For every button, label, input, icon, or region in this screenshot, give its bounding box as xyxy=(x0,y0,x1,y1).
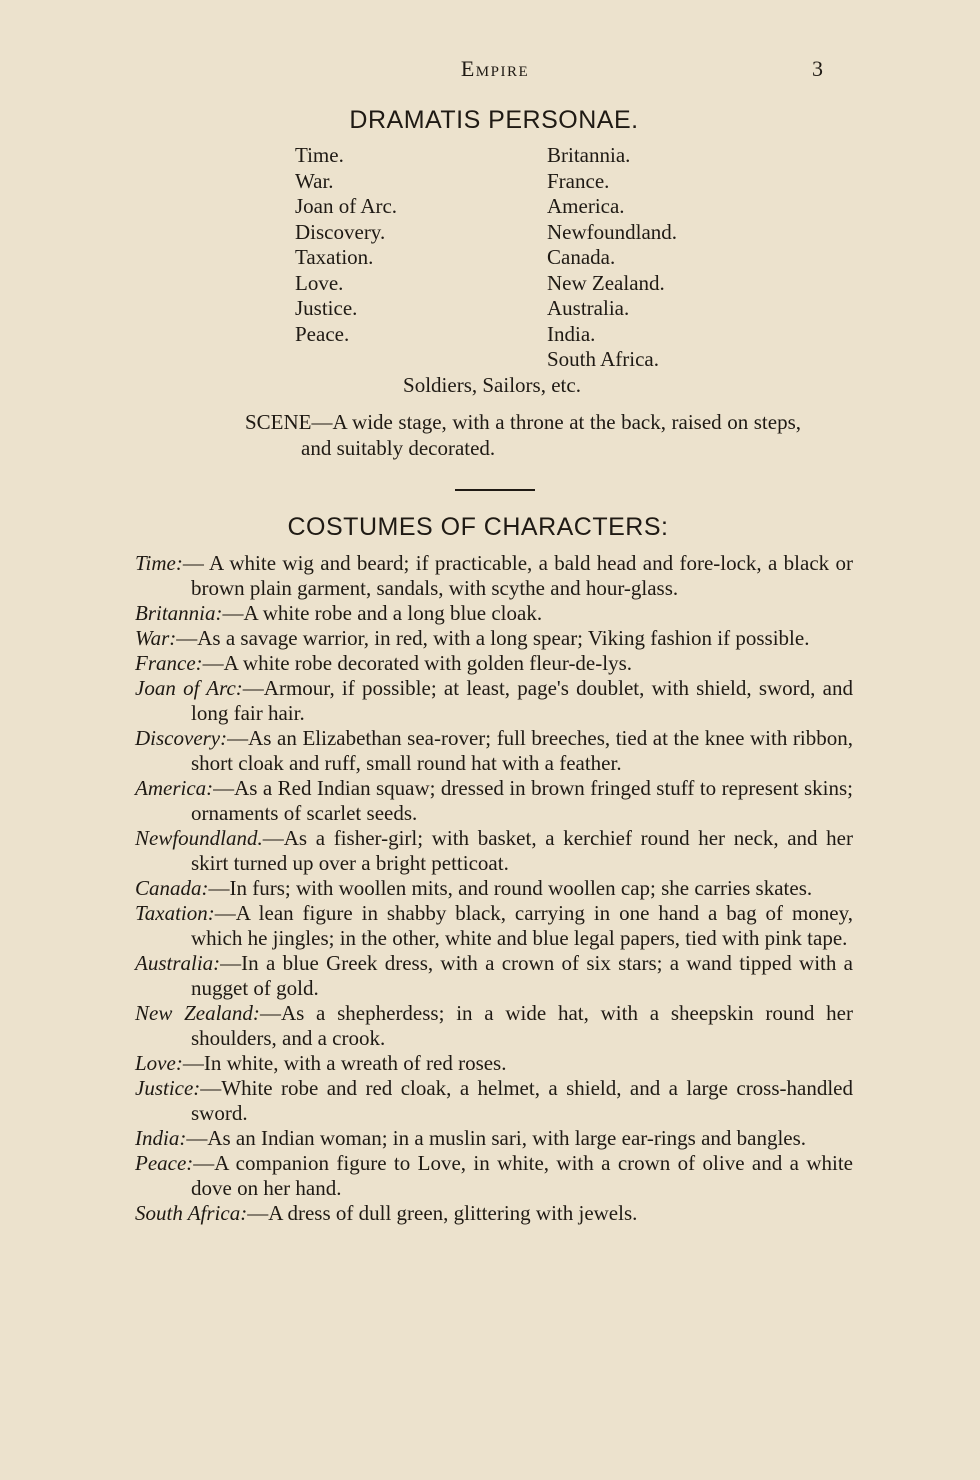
costume-entry xyxy=(135,826,853,876)
character-name: South Africa: xyxy=(135,1201,248,1225)
costume-description: —In white, with a wreath of red roses. xyxy=(182,1051,507,1075)
costume-entry xyxy=(135,1201,853,1226)
cast-member: Discovery. xyxy=(295,219,386,244)
dramatis-personae-heading: DRAMATIS PERSONAE. xyxy=(349,106,639,134)
character-name: France: xyxy=(135,651,203,675)
character-name: Discovery: xyxy=(135,726,228,750)
character-name: Justice: xyxy=(135,1076,201,1100)
costume-entry xyxy=(135,651,853,676)
character-name: Joan of Arc: xyxy=(135,676,243,700)
scene-description: SCENE—A wide stage, with a throne at the back, raised on steps, and suitably decorated. xyxy=(245,410,801,460)
character-name: India: xyxy=(135,1126,187,1150)
page-number: 3 xyxy=(812,56,823,81)
costumes-heading: COSTUMES OF CHARACTERS: xyxy=(287,513,669,541)
costume-entry xyxy=(135,726,853,776)
section-divider xyxy=(455,489,535,491)
costume-entry xyxy=(135,1051,853,1076)
costume-description: —White robe and red cloak, a helmet, a shield, and a large cross-handled sword. xyxy=(191,1076,853,1125)
character-name: Australia: xyxy=(135,951,221,975)
cast-member: Newfoundland. xyxy=(547,219,678,244)
costume-entry xyxy=(135,951,853,1001)
costume-description: —As a Red Indian squaw; dressed in brown fringed stuff to represent skins; ornaments of scarlet seeds. xyxy=(191,776,853,825)
costume-description: —In a blue Greek dress, with a crown of six stars; a wand tipped with a nugget of gold. xyxy=(191,951,853,1000)
costume-description: —A white robe decorated with golden fleur-de-lys. xyxy=(202,651,633,675)
costume-entry xyxy=(135,1126,853,1151)
costume-description: —As a fisher-girl; with basket, a kerchief round her neck, and her skirt turned up over a bright petticoat. xyxy=(191,826,853,875)
character-name: War: xyxy=(135,626,177,650)
costume-description: —As an Elizabethan sea-rover; full breeches, tied at the knee with ribbon, short cloak and ruff, small round hat with a feather. xyxy=(191,726,853,775)
cast-member: Love. xyxy=(295,270,344,295)
cast-member: Canada. xyxy=(547,245,616,269)
character-name: New Zealand: xyxy=(135,1001,260,1025)
character-name: Britannia: xyxy=(135,601,223,625)
costume-list xyxy=(135,551,853,1226)
costume-entry xyxy=(135,601,853,626)
character-name: Time: xyxy=(135,551,183,575)
costume-entry xyxy=(135,1076,853,1126)
cast-member: Joan of Arc. xyxy=(295,194,398,218)
cast-member: Justice. xyxy=(295,296,358,320)
character-name: Newfoundland. xyxy=(135,826,263,850)
cast-member: War. xyxy=(295,168,334,193)
character-name: Peace: xyxy=(135,1151,194,1175)
cast-list-left xyxy=(295,143,397,347)
cast-member: India. xyxy=(547,321,596,346)
costume-entry xyxy=(135,626,853,651)
costume-entry xyxy=(135,1151,853,1201)
costume-entry xyxy=(135,1001,853,1051)
character-name: America: xyxy=(135,776,214,800)
cast-list-right xyxy=(547,143,677,373)
costume-description: —As an Indian woman; in a muslin sari, with large ear-rings and bangles. xyxy=(186,1126,807,1150)
character-name: Canada: xyxy=(135,876,209,900)
cast-member: Britannia. xyxy=(547,143,631,167)
costume-description: —As a savage warrior, in red, with a long spear; Viking fashion if possible. xyxy=(176,626,810,650)
cast-member: South Africa. xyxy=(547,347,659,371)
costume-description: — A white wig and beard; if practicable, a bald head and fore-lock, a black or brown plain garment, sandals, with scythe and hour-glass. xyxy=(182,551,853,600)
running-head xyxy=(0,56,980,86)
cast-member: Peace. xyxy=(295,321,350,346)
costume-description: —A companion figure to Love, in white, with a crown of olive and a white dove on her hand. xyxy=(191,1151,853,1200)
cast-member: America. xyxy=(547,194,625,218)
character-name: Taxation: xyxy=(135,901,215,925)
costume-description: —A lean figure in shabby black, carrying in one hand a bag of money, which he jingles; in the other, white and blue legal papers, tied with pink tape. xyxy=(191,901,853,950)
costume-description: —A dress of dull green, glittering with jewels. xyxy=(247,1201,638,1225)
costume-entry xyxy=(135,551,853,601)
cast-member: Time. xyxy=(295,143,344,167)
costume-description: —In furs; with woollen mits, and round woollen cap; she carries skates. xyxy=(208,876,813,900)
running-title: Empire xyxy=(460,56,530,81)
cast-member: France. xyxy=(547,168,610,193)
costume-description: —Armour, if possible; at least, page's doublet, with shield, sword, and long fair hair. xyxy=(191,676,853,725)
cast-member: New Zealand. xyxy=(547,270,665,295)
cast-member: Australia. xyxy=(547,296,630,320)
costume-entry xyxy=(135,901,853,951)
costume-entry xyxy=(135,776,853,826)
costume-description: —As a shepherdess; in a wide hat, with a sheepskin round her shoulders, and a crook. xyxy=(191,1001,853,1050)
costume-description: —A white robe and a long blue cloak. xyxy=(222,601,543,625)
costume-entry xyxy=(135,676,853,726)
costume-entry xyxy=(135,876,853,901)
cast-extras: Soldiers, Sailors, etc. xyxy=(403,373,581,397)
cast-member: Taxation. xyxy=(295,245,374,269)
character-name: Love: xyxy=(135,1051,183,1075)
